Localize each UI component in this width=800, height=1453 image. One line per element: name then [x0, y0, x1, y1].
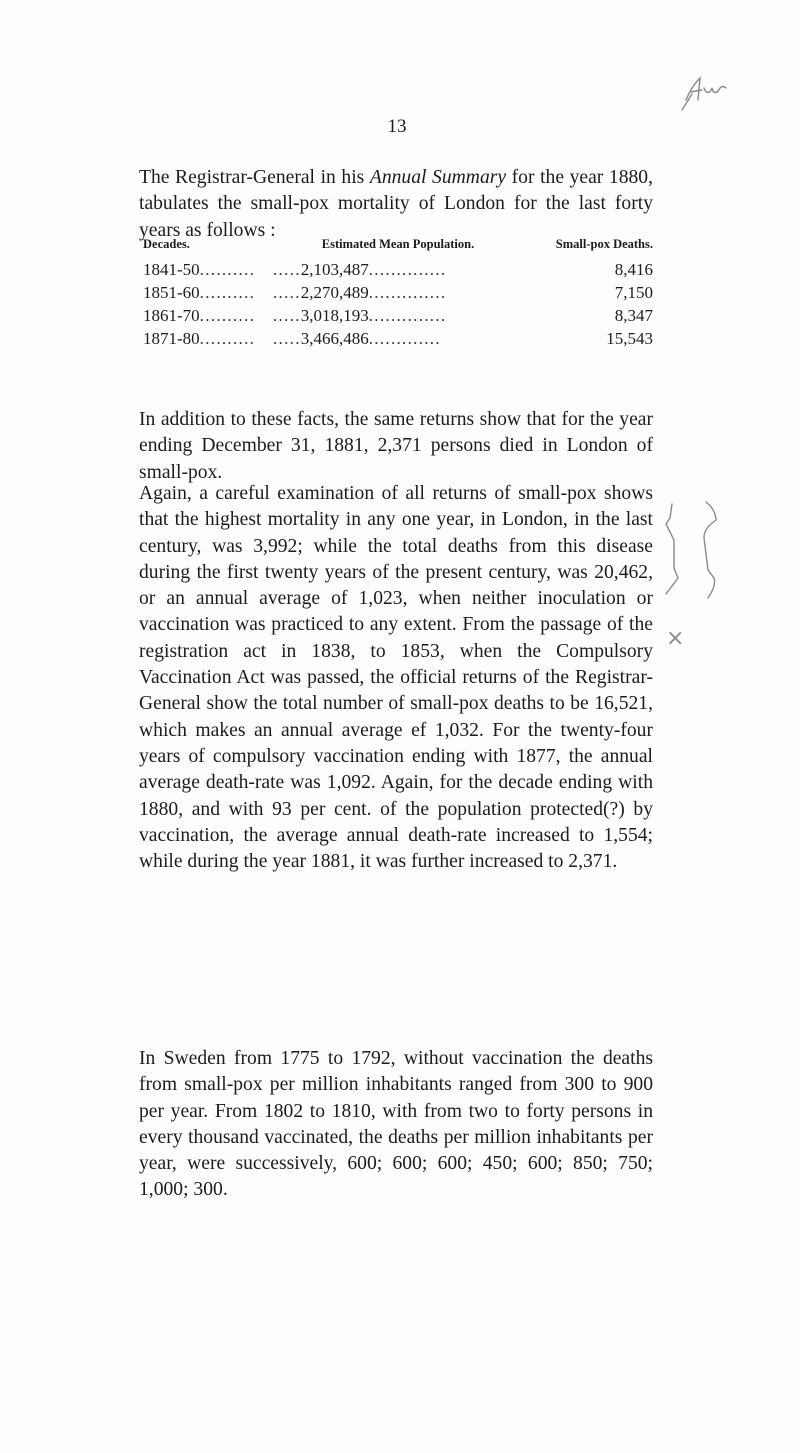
table-row: 1851-60.......... .....2,270,489.............. 7,150 — [143, 283, 653, 302]
table-row: 1871-80.......... .....3,466,486............. 15,543 — [143, 329, 653, 348]
intro-paragraph: The Registrar-General in his Annual Summary for the year 1880, tabulates the small-pox mortality of London for the last forty years as follows : — [139, 167, 653, 241]
page-number: 13 — [387, 116, 407, 137]
table-row: 1841-50.......... .....2,103,487.............. 8,416 — [143, 260, 653, 279]
decade-cell: 1861-70 — [143, 306, 200, 325]
table-row: 1861-70.......... .....3,018,193.............. 8,347 — [143, 306, 653, 325]
publication-title: Annual Summary — [369, 167, 507, 188]
population-cell: 3,466,486 — [300, 329, 369, 348]
deaths-cell: 7,150 — [614, 283, 653, 302]
margin-cross-mark: × — [666, 626, 685, 651]
column-header-population: Estimated Mean Population. — [321, 237, 475, 251]
column-header-decades: Decades. — [143, 237, 190, 251]
deaths-cell: 8,347 — [614, 306, 653, 325]
deaths-cell: 8,416 — [614, 260, 653, 279]
decade-cell: 1871-80 — [143, 329, 200, 348]
decade-cell: 1851-60 — [143, 283, 200, 302]
margin-bracket-marks — [664, 500, 754, 630]
mortality-table — [139, 237, 653, 350]
population-cell: 3,018,193 — [300, 306, 369, 325]
body-paragraph-london-mortality: Again, a careful examination of all returns of small-pox shows that the highest mortality in any one year, in London, in the last century, was 3,992; while the total deaths from this disease during the first twenty years of the present century, was 20,462, or an annual average of 1,023, when neither inoculation or vaccination was practiced to any extent. From the passage of the registration act in 1838, to 1853, when the Compulsory Vaccination Act was passed, the official returns of the Registrar-General show the total number of small-pox deaths to be 16,521, which makes an annual average ef 1,032. For the twenty-four years of compulsory vaccination ending with 1877, the annual average death-rate was 1,092. Again, for the decade ending with 1880, and with 93 per cent. of the population protected(?) by vaccination, the average annual death-rate increased to 1,554; while during the year 1881, it was further increased to 2,371. — [139, 483, 653, 873]
population-cell: 2,270,489 — [300, 283, 369, 302]
handwritten-corner-note — [676, 70, 746, 130]
body-paragraph-sweden: In Sweden from 1775 to 1792, without vaccination the deaths from small-pox per million inhabitants ranged from 300 to 900 per year. From 1802 to 1810, with from two to forty persons in every thousand vaccinated, the deaths per million inhabitants per year, were successively, 600; 600; 600; 450; 600; 850; 750; 1,000; 300. — [139, 1048, 653, 1201]
table-header-row — [139, 237, 653, 258]
column-header-deaths: Small-pox Deaths. — [555, 237, 653, 251]
deaths-cell: 15,543 — [606, 329, 653, 348]
decade-cell: 1841-50 — [143, 260, 200, 279]
population-cell: 2,103,487 — [300, 260, 369, 279]
body-paragraph-1881: In addition to these facts, the same returns show that for the year ending December 31, 1881, 2,371 persons died in London of small-pox. — [139, 409, 653, 483]
